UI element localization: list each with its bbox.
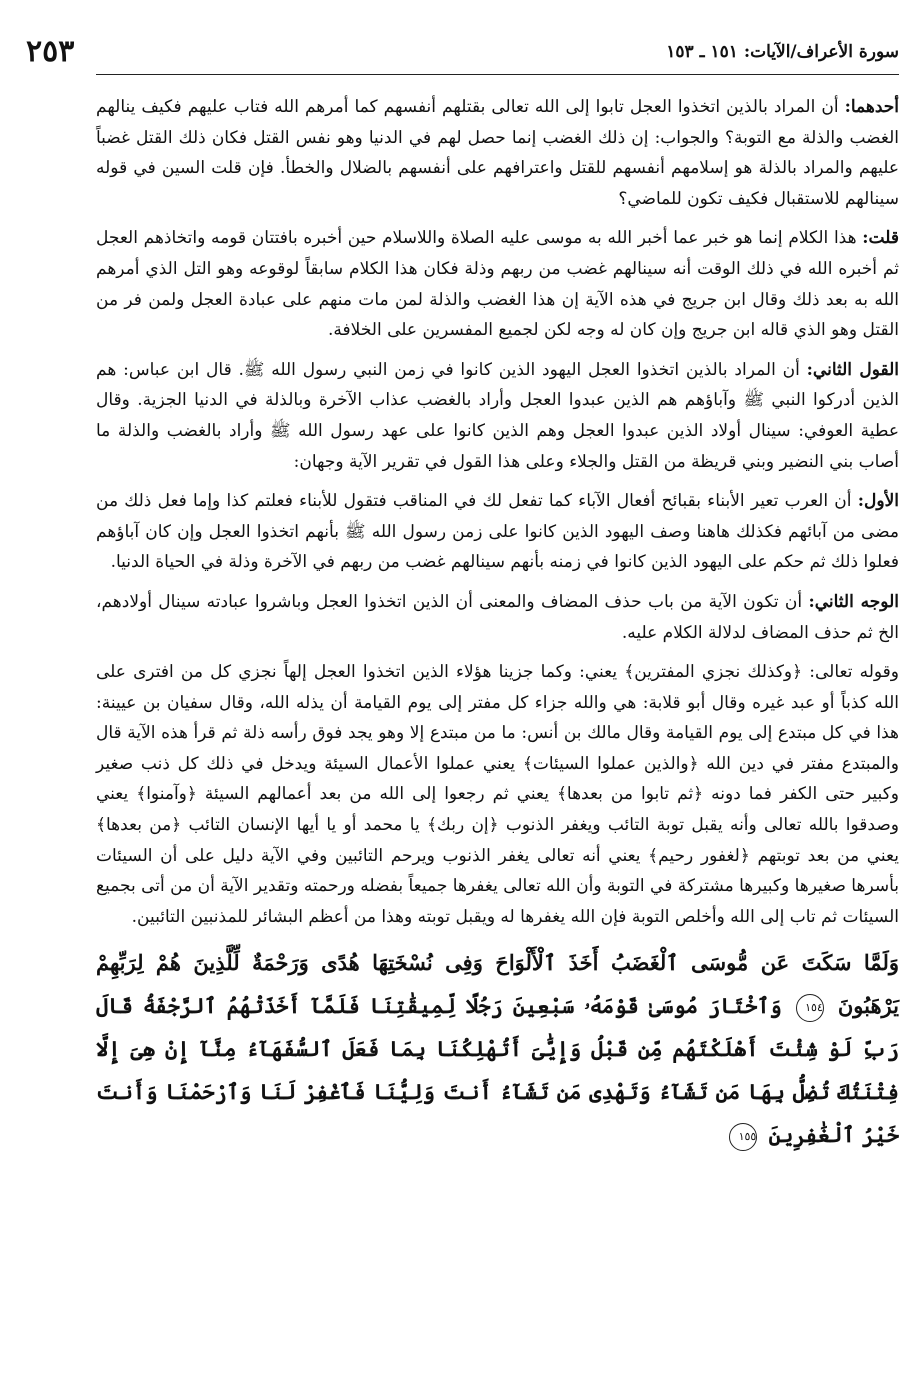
paragraph-3 [96, 355, 899, 477]
running-title: سورة الأعراف/الآيات: ١٥١ ـ ١٥٣ [658, 42, 899, 62]
ayah-number-marker: ١٥٤ [796, 994, 824, 1022]
paragraph-text: أن العرب تعير الأبناء بقبائح أفعال الآباء كما تفعل لك في المناقب فتقول للأبناء فعلتم كذا وإما فعل ذلك من مضى من آبائهم فكذلك هاهنا وصف اليهود الذين كانوا على زمن رسول الله ﷺ بأنهم اتخذوا العجل وإن كان آباؤهم فعلوا ذلك ثم حكم على اليهود الذين كانوا في زمنه بأنهم سينالهم غضب من ربهم في الآخرة وذلة في الحياة الدنيا. [96, 491, 899, 573]
ayah-number-marker: ١٥٥ [729, 1123, 757, 1151]
page-header [26, 34, 899, 75]
paragraph-lead: القول الثاني: [806, 359, 899, 380]
paragraph-text: هذا الكلام إنما هو خبر عما أخبر الله به موسى عليه الصلاة واللاسلام حين أخبره بافتتان قومه واتخاذهم العجل ثم أخبره الله في ذلك الوقت أنه سينالهم غضب من ربهم وذلة فكان هذا الكلام سابقاً لوقوعه وهو التل الذي أمرهم الله به بعد ذلك وقال ابن جريج في هذه الآية إن هذا الغضب والذلة لمن مات منهم على عبادة العجل ولمن فر من القتل وهو الذي قاله ابن جريج وإن كان له وجه لكن لجميع المفسرين على الخلافة. [96, 228, 899, 341]
paragraph-lead: الأول: [857, 491, 899, 512]
paragraph-lead: الوجه الثاني: [808, 591, 899, 612]
paragraph-text: أن المراد بالذين اتخذوا العجل تابوا إلى الله تعالى بقتلهم أنفسهم كما أمرهم الله فتاب عليهم فكيف ينالهم الغضب والذلة مع التوبة؟ والجواب: إن ذلك الغضب إنما حصل لهم في الدنيا وهو نفس القتل فكان ذلك القتل غضباً عليهم والمراد بالذلة هو إسلامهم أنفسهم للقتل واعترافهم على أنفسهم بالضلال والخطأ. فإن قلت السين في قوله سينالهم للاستقبال فكيف تكون للماضي؟ [96, 97, 899, 209]
paragraph-1 [96, 92, 899, 214]
paragraph-4 [96, 486, 899, 578]
verse-155: وَٱخْتَارَ مُوسَىٰ قَوْمَهُۥ سَبْعِينَ رَجُلًا لِّمِيقَٰتِنَا فَلَمَّآ أَخَذَتْهُمُ ٱلرَّجْفَةُ قَالَ رَبِّ لَوْ شِئْتَ أَهْلَكْتَهُم مِّن قَبْلُ وَإِيَّٰىَ أَتُهْلِكُنَا بِمَا فَعَلَ ٱلسُّفَهَآءُ مِنَّآ إِنْ هِىَ إِلَّا فِتْنَتُكَ تُضِلُّ بِهَا مَن تَشَآءُ وَتَهْدِى مَن تَشَآءُ أَنتَ وَلِيُّنَا فَٱغْفِرْ لَنَا وَٱرْحَمْنَا وَأَنتَ خَيْرُ ٱلْغَٰفِرِينَ [96, 993, 899, 1148]
page-body [96, 92, 899, 1156]
paragraph-2 [96, 223, 899, 345]
paragraph-text: وقوله تعالى: ﴿وكذلك نجزي المفترين﴾ يعني: وكما جزينا هؤلاء الذين اتخذوا العجل إلهاً نجزي كل من افترى على الله كذباً أو عبد غيره وقال أبو قلابة: هي والله جزاء كل مفتر إلى يوم القيامة أن يذله الله، وقال سفيان بن عيينة: هذا في كل مبتدع إلى يوم القيامة وقال مالك بن أنس: ما من مبتدع إلا وهو يجد فوق رأسه ذلة ثم قرأ هذه الآية قال والمبتدع مفتر في دين الله ﴿والذين عملوا السيئات﴾ يعني عملوا الأعمال السيئة ويدخل في ذلك كل ذنب صغير وكبير حتى الكفر فما دونه ﴿ثم تابوا من بعدها﴾ يعني ثم رجعوا إلى الله من بعد أعمالهم السيئة ﴿وآمنوا﴾ يعني وصدقوا بالله تعالى وأنه يقبل توبة التائب ويغفر الذنوب ﴿إن ربك﴾ يا محمد أو يا أيها الإنسان التائب ﴿من بعدها﴾ يعني من بعد توبتهم ﴿لغفور رحيم﴾ يعني أنه تعالى يغفر الذنوب ويرحم التائبين وفي الآية دليل على أن السيئات بأسرها صغيرها وكبيرها مشتركة في التوبة وأن الله تعالى يغفرها جميعاً بفضله ورحمته وتقدير الآية أن من أتى بجميع السيئات ثم تاب إلى الله وأخلص التوبة فإن الله يغفرها له ويقبل توبته وهذا من أعظم البشائر للمذنبين التائبين. [96, 662, 899, 927]
paragraph-text: أن المراد بالذين اتخذوا العجل اليهود الذين كانوا في زمن النبي رسول الله ﷺ. قال ابن عباس: هم الذين أدركوا النبي ﷺ وآباؤهم هم الذين عبدوا العجل وأراد بالغضب عذاب الآخرة وبالذلة في الدنيا الجزية. وقال عطية العوفي: سينال أولاد الذين عبدوا العجل وهم الذين كانوا على عهد رسول الله ﷺ وأراد بالغضب والذلة ما أصاب بني النضير وبني قريظة من القتل والجلاء وعلى هذا القول في تقرير الآية وجهان: [96, 359, 899, 472]
paragraph-6 [96, 657, 899, 932]
paragraph-text: أن تكون الآية من باب حذف المضاف والمعنى أن الذين اتخذوا العجل وباشروا عبادته سينال أولادهم، الخ ثم حذف المضاف لدلالة الكلام عليه. [96, 591, 899, 643]
page-number: ٢٥٣ [26, 34, 82, 69]
verse-154: وَلَمَّا سَكَتَ عَن مُّوسَى ٱلْغَضَبُ أَخَذَ ٱلْأَلْوَاحَ وَفِى نُسْخَتِهَا هُدًى وَرَحْمَةٌ لِّلَّذِينَ هُمْ لِرَبِّهِمْ يَرْهَبُونَ [96, 950, 899, 1019]
quran-verses [96, 941, 899, 1156]
paragraph-lead: أحدهما: [844, 97, 899, 117]
paragraph-lead: قلت: [862, 228, 899, 249]
paragraph-5 [96, 587, 899, 648]
